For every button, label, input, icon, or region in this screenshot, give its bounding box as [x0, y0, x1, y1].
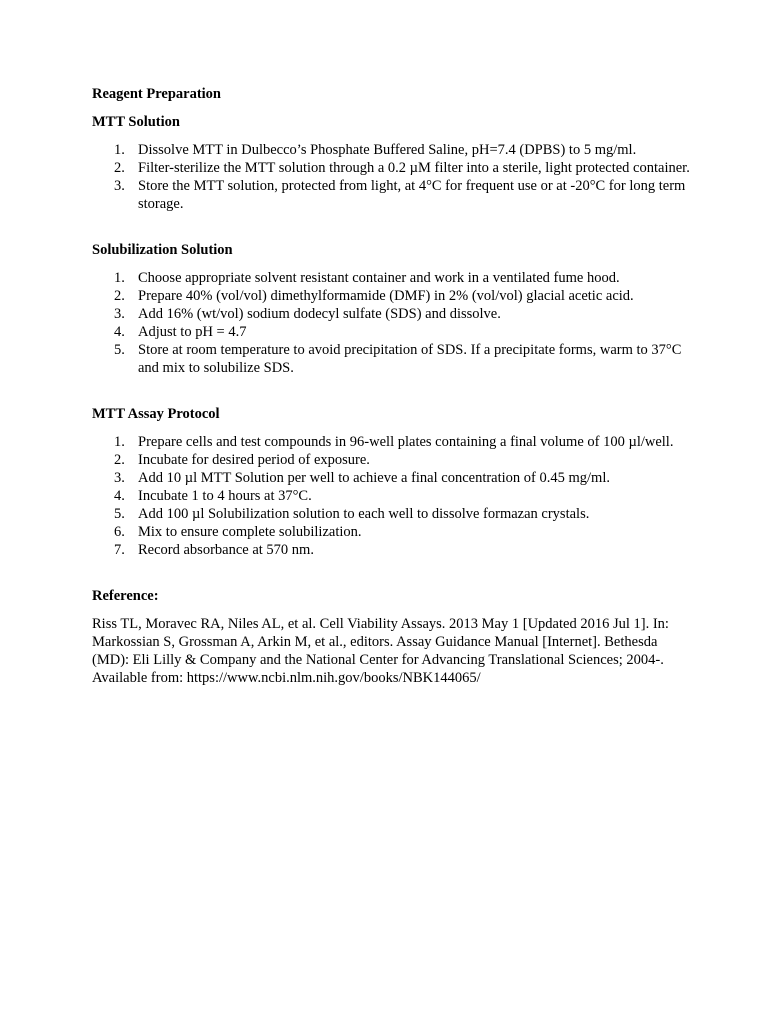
step-text: Adjust to pH = 4.7	[138, 324, 247, 340]
step-number: 5.	[114, 342, 125, 358]
step-text: Mix to ensure complete solubilization.	[138, 524, 362, 540]
list-item	[92, 141, 692, 159]
step-number: 3.	[114, 470, 125, 486]
steps-list	[92, 269, 692, 377]
list-item	[92, 159, 692, 177]
list-item	[92, 523, 692, 541]
step-text: Record absorbance at 570 nm.	[138, 542, 314, 558]
step-number: 2.	[114, 452, 125, 468]
list-item	[92, 469, 692, 487]
list-item	[92, 341, 692, 377]
step-text: Incubate for desired period of exposure.	[138, 452, 370, 468]
step-text: Add 16% (wt/vol) sodium dodecyl sulfate (SDS) and dissolve.	[138, 306, 501, 322]
section-mtt-assay-protocol	[92, 405, 692, 559]
step-text: Add 10 µl MTT Solution per well to achieve a final concentration of 0.45 mg/ml.	[138, 470, 610, 486]
reference-heading: Reference:	[92, 588, 159, 604]
step-text: Choose appropriate solvent resistant container and work in a ventilated fume hood.	[138, 270, 620, 286]
step-text: Store the MTT solution, protected from light, at 4°C for frequent use or at -20°C for long term storage.	[138, 178, 686, 212]
step-number: 1.	[114, 434, 125, 450]
list-item	[92, 451, 692, 469]
section-heading: MTT Assay Protocol	[92, 406, 220, 422]
reference-text: Riss TL, Moravec RA, Niles AL, et al. Cell Viability Assays. 2013 May 1 [Updated 2016 Jul 1]. In: Markossian S, Grossman A, Arkin M, et al., editors. Assay Guidance Manual [Internet]. Bethesda (MD): Eli Lilly & Company and the National Center for Advancing Translational Sciences; 2004-. Available from: https://www.ncbi.nlm.nih.gov/books/NBK144065/	[92, 616, 669, 686]
step-number: 1.	[114, 270, 125, 286]
step-number: 7.	[114, 542, 125, 558]
step-text: Add 100 µl Solubilization solution to each well to dissolve formazan crystals.	[138, 506, 590, 522]
list-item	[92, 269, 692, 287]
step-text: Incubate 1 to 4 hours at 37°C.	[138, 488, 312, 504]
list-item	[92, 487, 692, 505]
list-item	[92, 323, 692, 341]
list-item	[92, 541, 692, 559]
step-text: Prepare cells and test compounds in 96-well plates containing a final volume of 100 µl/well.	[138, 434, 674, 450]
step-number: 2.	[114, 160, 125, 176]
step-text: Store at room temperature to avoid precipitation of SDS. If a precipitate forms, warm to 37°C and mix to solubilize SDS.	[138, 342, 682, 376]
step-number: 2.	[114, 288, 125, 304]
document-title: Reagent Preparation	[92, 86, 221, 102]
list-item	[92, 305, 692, 323]
step-text: Filter-sterilize the MTT solution through a 0.2 µM filter into a sterile, light protected container.	[138, 160, 690, 176]
step-number: 3.	[114, 178, 125, 194]
section-reference	[92, 587, 692, 687]
step-number: 4.	[114, 324, 125, 340]
list-item	[92, 433, 692, 451]
step-number: 4.	[114, 488, 125, 504]
list-item	[92, 177, 692, 213]
step-number: 6.	[114, 524, 125, 540]
step-number: 5.	[114, 506, 125, 522]
list-item	[92, 287, 692, 305]
steps-list	[92, 141, 692, 213]
step-text: Dissolve MTT in Dulbecco’s Phosphate Buffered Saline, pH=7.4 (DPBS) to 5 mg/ml.	[138, 142, 637, 158]
steps-list	[92, 433, 692, 559]
step-number: 3.	[114, 306, 125, 322]
section-heading: MTT Solution	[92, 114, 180, 130]
step-number: 1.	[114, 142, 125, 158]
step-text: Prepare 40% (vol/vol) dimethylformamide (DMF) in 2% (vol/vol) glacial acetic acid.	[138, 288, 634, 304]
list-item	[92, 505, 692, 523]
document-page	[92, 85, 692, 687]
section-heading: Solubilization Solution	[92, 242, 233, 258]
section-solubilization-solution	[92, 241, 692, 377]
section-mtt-solution	[92, 113, 692, 213]
